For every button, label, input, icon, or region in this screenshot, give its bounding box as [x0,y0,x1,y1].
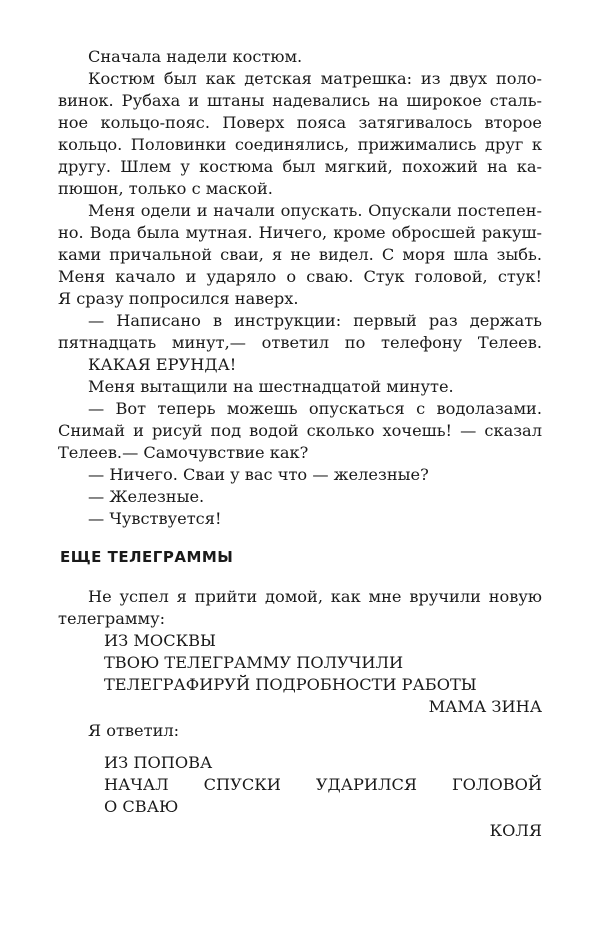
text-line: пятнадцать минут,— ответил по телефону Телеев. [58,333,542,352]
text-line: Меня качало и ударяло о сваю. Стук головой, стук! [58,267,542,286]
text-line: Я ответил: [88,721,180,740]
text-line: — Ничего. Сваи у вас что — железные? [88,465,429,484]
text-line: Телеев.— Самочувствие как? [58,443,309,462]
telegram-line: НАЧАЛ СПУСКИ УДАРИЛСЯ ГОЛОВОЙ [104,775,542,794]
telegram-signature: МАМА ЗИНА [428,697,542,716]
text-line: другу. Шлем у костюма был мягкий, похожий на ка- [58,157,542,176]
telegram-line: ТЕЛЕГРАФИРУЙ ПОДРОБНОСТИ РАБОТЫ [104,675,477,694]
telegram-line: ИЗ ПОПОВА [104,753,213,772]
telegram-line: ТВОЮ ТЕЛЕГРАММУ ПОЛУЧИЛИ [104,653,404,672]
text-line: Меня одели и начали опускать. Опускали постепен- [88,201,542,220]
text-line: КАКАЯ ЕРУНДА! [88,355,237,374]
text-line: но. Вода была мутная. Ничего, кроме обросшей ракуш- [58,223,542,242]
text-line: Я сразу попросился наверх. [58,289,299,308]
telegram-line: ИЗ МОСКВЫ [104,631,216,650]
text-line: кольцо. Половинки соединялись, прижимались друг к [58,135,542,154]
text-line: — Железные. [88,487,205,506]
text-line: ками причальной сваи, я не видел. С моря шла зыбь. [58,245,542,264]
text-line: телеграмму: [58,609,166,628]
text-line: ное кольцо-пояс. Поверх пояса затягивалось второе [58,113,542,132]
text-line: — Написано в инструкции: первый раз держать [88,311,542,330]
text-line: Не успел я прийти домой, как мне вручили новую [88,587,542,606]
text-line: Меня вытащили на шестнадцатой минуте. [88,377,454,396]
text-line: Костюм был как детская матрешка: из двух поло- [88,69,542,88]
telegram-line: О СВАЮ [104,797,179,816]
text-line: Сначала надели костюм. [88,47,303,66]
section-heading: ЕЩЕ ТЕЛЕГРАММЫ [60,548,234,566]
text-line: Снимай и рисуй под водой сколько хочешь! — сказал [58,421,542,440]
telegram-signature: КОЛЯ [489,821,542,840]
text-line: пюшон, только с маской. [58,179,273,198]
text-line: винок. Рубаха и штаны надевались на широкое сталь- [58,91,542,110]
text-line: — Чувствуется! [88,509,222,528]
text-line: — Вот теперь можешь опускаться с водолазами. [88,399,542,418]
